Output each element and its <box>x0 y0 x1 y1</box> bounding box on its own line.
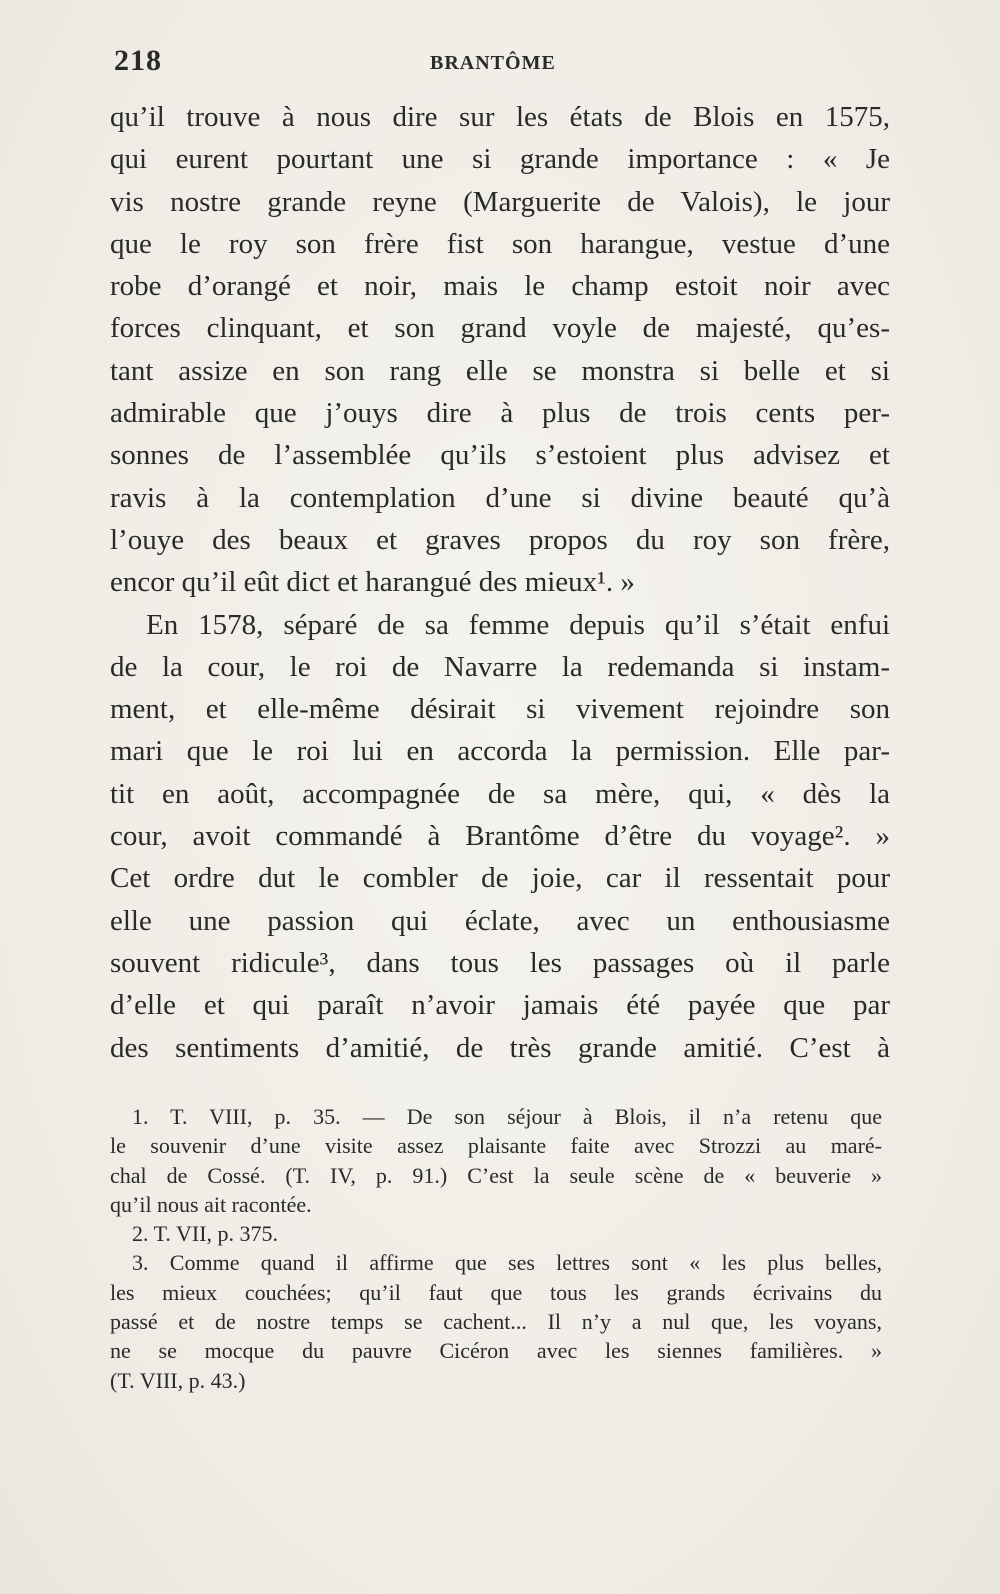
body-line: cour, avoit commandé à Brantôme d’être du voyage². » <box>110 820 890 853</box>
body-line: Cet ordre dut le combler de joie, car il ressentait pour <box>110 862 890 895</box>
body-line: ment, et elle-même désirait si vivement rejoindre son <box>110 693 890 726</box>
body-line: mari que le roi lui en accorda la permission. Elle par- <box>110 735 890 768</box>
footnote-line: chal de Cossé. (T. IV, p. 91.) C’est la seule scène de « beuverie » <box>110 1162 882 1188</box>
footnote-line: 2. T. VII, p. 375. <box>132 1221 279 1247</box>
body-line: encor qu’il eût dict et harangué des mieux¹. » <box>110 566 635 599</box>
footnote-line: qu’il nous ait racontée. <box>110 1191 312 1217</box>
body-line: qui eurent pourtant une si grande importance : « Je <box>110 143 890 176</box>
footnote-line: 1. T. VIII, p. 35. — De son séjour à Blois, il n’a retenu que <box>132 1104 882 1129</box>
footnote-line: 3. Comme quand il affirme que ses lettres sont « les plus belles, <box>132 1250 882 1276</box>
body-line: que le roy son frère fist son harangue, vestue d’une <box>110 227 890 260</box>
running-head: BRANTÔME <box>430 52 556 74</box>
footnote-line: le souvenir d’une visite assez plaisante faite avec Strozzi au maré- <box>110 1133 882 1159</box>
page-number: 218 <box>114 44 162 77</box>
body-line: robe d’orangé et noir, mais le champ estoit noir avec <box>110 270 890 303</box>
body-line: sonnes de l’assemblée qu’ils s’estoient plus advisez et <box>110 439 890 472</box>
footnote-line: passé et de nostre temps se cachent... Il n’y a nul que, les voyans, <box>110 1309 882 1335</box>
body-line: l’ouye des beaux et graves propos du roy son frère, <box>110 523 890 556</box>
body-line: ravis à la contemplation d’une si divine beauté qu’à <box>110 481 890 514</box>
body-line: d’elle et qui paraît n’avoir jamais été payée que par <box>110 989 890 1022</box>
footnote-line: les mieux couchées; qu’il faut que tous les grands écrivains du <box>110 1279 882 1305</box>
body-line: elle une passion qui éclate, avec un enthousiasme <box>110 904 890 937</box>
body-line: admirable que j’ouys dire à plus de trois cents per- <box>110 397 890 430</box>
body-line: qu’il trouve à nous dire sur les états de Blois en 1575, <box>110 101 890 133</box>
body-line: En 1578, séparé de sa femme depuis qu’il s’était enfui <box>146 608 890 641</box>
footnote-line: (T. VIII, p. 43.) <box>110 1367 246 1393</box>
body-text <box>110 96 890 1069</box>
body-line: tant assize en son rang elle se monstra si belle et si <box>110 354 890 387</box>
body-line: des sentiments d’amitié, de très grande amitié. C’est à <box>110 1031 890 1064</box>
body-line: forces clinquant, et son grand voyle de majesté, qu’es- <box>110 312 890 345</box>
body-line: de la cour, le roi de Navarre la redemanda si instam- <box>110 650 890 683</box>
body-line: souvent ridicule³, dans tous les passages où il parle <box>110 946 890 979</box>
page-header <box>110 44 890 84</box>
body-line: tit en août, accompagnée de sa mère, qui, « dès la <box>110 777 890 810</box>
footnotes <box>110 1102 882 1395</box>
footnote-line: ne se mocque du pauvre Cicéron avec les siennes familières. » <box>110 1338 882 1364</box>
body-line: vis nostre grande reyne (Marguerite de Valois), le jour <box>110 185 890 218</box>
